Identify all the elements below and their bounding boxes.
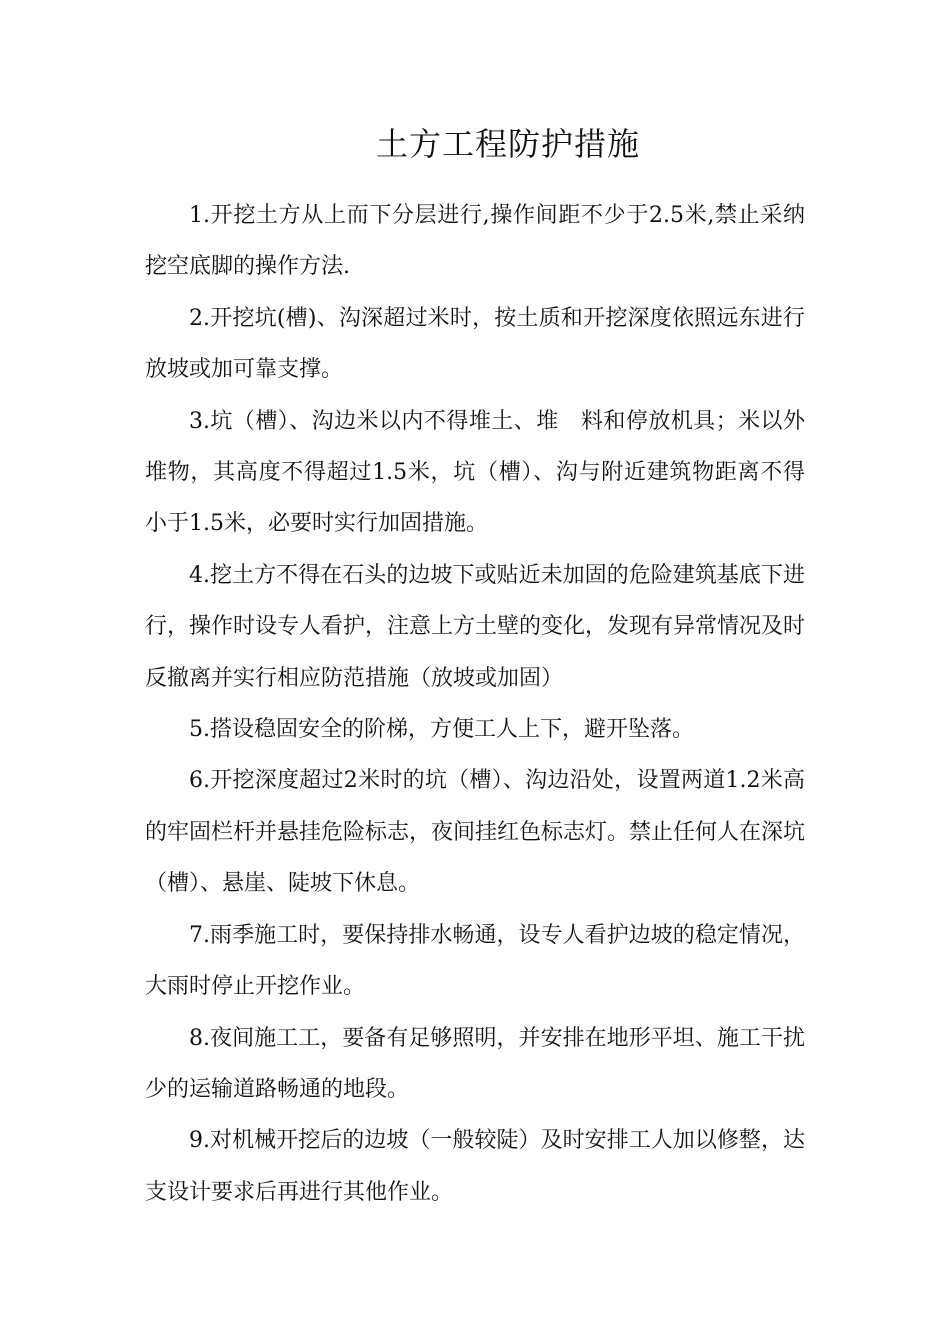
paragraph-2: 2.开挖坑(槽)、沟深超过米时，按土质和开挖深度依照远东进行放坡或加可靠支撑。 [145,305,805,383]
document-body [145,190,805,1218]
paragraph-4: 4.挖土方不得在石头的边坡下或贴近未加固的危险建筑基底下进行，操作时设专人看护，注意上方土壁的变化，发现有异常情况及时反撤离并实行相应防范措施（放坡或加固） [145,562,806,691]
paragraph-5: 5.搭设稳固安全的阶梯，方便工人上下，避开坠落。 [189,717,694,743]
paragraph-6: 6.开挖深度超过2米时的坑（槽）、沟边沿处，设置两道1.2米高的牢固栏杆并悬挂危险标志，夜间挂红色标志灯。禁止任何人在深坑（槽）、悬崖、陡坡下休息。 [145,768,806,897]
paragraph-9: 9.对机械开挖后的边坡（一般较陡）及时安排工人加以修整，达支设计要求后再进行其他作业。 [145,1128,805,1205]
document-title: 土方工程防护措施 [375,125,640,163]
paragraph-8: 8.夜间施工工，要备有足够照明，并安排在地形平坦、施工干扰少的运输道路畅通的地段。 [145,1025,805,1102]
paragraph-7: 7.雨季施工时，要保持排水畅通，设专人看护边坡的稳定情况，大雨时停止开挖作业。 [145,922,805,1000]
paragraph-1: 1.开挖土方从上而下分层进行,操作间距不少于2.5米,禁止采纳挖空底脚的操作方法. [145,203,805,280]
paragraph-3: 3.坑（槽）、沟边米以内不得堆土、堆 料和停放机具；米以外堆物，其高度不得超过1.5米，坑（槽）、沟与附近建筑物距离不得小于1.5米，必要时实行加固措施。 [145,408,805,537]
